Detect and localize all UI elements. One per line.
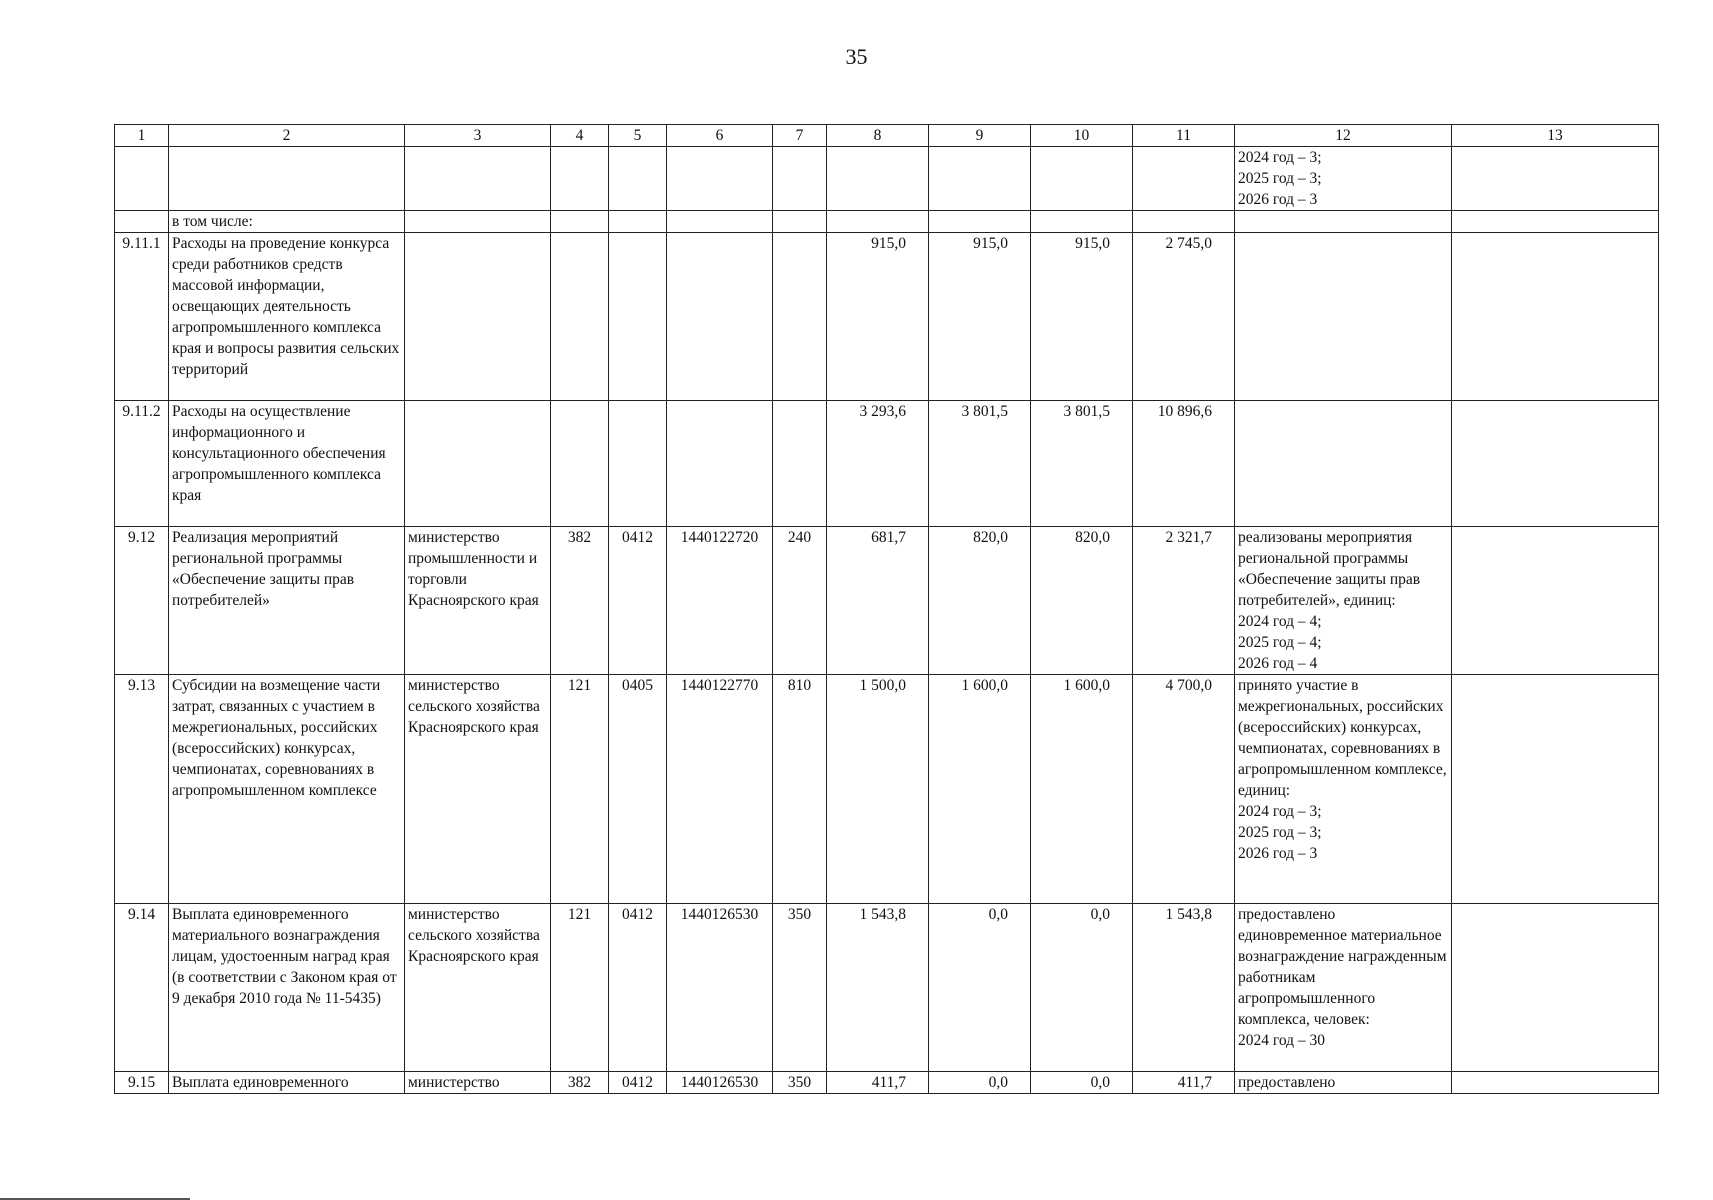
table-cell: 4 700,0 bbox=[1133, 675, 1235, 904]
table-cell: Выплата единовременного bbox=[169, 1072, 405, 1094]
table-cell: 2024 год – 3; 2025 год – 3; 2026 год – 3 bbox=[1235, 147, 1452, 211]
table-cell: 411,7 bbox=[1133, 1072, 1235, 1094]
table-cell bbox=[609, 211, 667, 233]
header-cell: 8 bbox=[827, 125, 929, 147]
table-row bbox=[115, 211, 1659, 233]
table-cell: 1 600,0 bbox=[929, 675, 1031, 904]
table-cell: 1 600,0 bbox=[1031, 675, 1133, 904]
table-cell bbox=[1031, 147, 1133, 211]
table-cell bbox=[773, 147, 827, 211]
table-cell: 3 293,6 bbox=[827, 401, 929, 527]
table-cell: Субсидии на возмещение части затрат, связанных с участием в межрегиональных, российских (всероссийских) конкурсах, чемпионатах, соревнованиях в агропромышленном комплексе bbox=[169, 675, 405, 904]
table-cell bbox=[1452, 675, 1659, 904]
table-cell bbox=[667, 211, 773, 233]
table-cell: 0,0 bbox=[929, 1072, 1031, 1094]
table-cell bbox=[1452, 147, 1659, 211]
header-cell: 1 bbox=[115, 125, 169, 147]
table-cell bbox=[551, 233, 609, 401]
header-cell: 11 bbox=[1133, 125, 1235, 147]
table-cell bbox=[667, 147, 773, 211]
header-row bbox=[115, 125, 1659, 147]
table-cell: 121 bbox=[551, 675, 609, 904]
table-cell bbox=[1031, 211, 1133, 233]
table-cell: 1440126530 bbox=[667, 904, 773, 1072]
table-cell: 9.12 bbox=[115, 527, 169, 675]
table-cell bbox=[667, 401, 773, 527]
table-cell: реализованы мероприятия региональной программы «Обеспечение защиты прав потребителей», единиц: 2024 год – 4; 2025 год – 4; 2026 год – 4 bbox=[1235, 527, 1452, 675]
table-cell bbox=[405, 401, 551, 527]
table-cell: 0412 bbox=[609, 904, 667, 1072]
table-cell bbox=[1133, 147, 1235, 211]
table-cell: в том числе: bbox=[169, 211, 405, 233]
table-cell: Реализация мероприятий региональной программы «Обеспечение защиты прав потребителей» bbox=[169, 527, 405, 675]
header-cell: 12 bbox=[1235, 125, 1452, 147]
table-cell: министерство промышленности и торговли Красноярского края bbox=[405, 527, 551, 675]
table-cell bbox=[169, 147, 405, 211]
table-cell bbox=[1452, 401, 1659, 527]
table-cell: 121 bbox=[551, 904, 609, 1072]
table-cell: 411,7 bbox=[827, 1072, 929, 1094]
table-cell bbox=[115, 147, 169, 211]
table-cell: принято участие в межрегиональных, российских (всероссийских) конкурсах, чемпионатах, соревнованиях в агропромышленном комплексе, единиц: 2024 год – 3; 2025 год – 3; 2026 год – 3 bbox=[1235, 675, 1452, 904]
table-cell: 10 896,6 bbox=[1133, 401, 1235, 527]
header-cell: 2 bbox=[169, 125, 405, 147]
table-cell bbox=[609, 401, 667, 527]
table-cell bbox=[1235, 211, 1452, 233]
table-cell: Расходы на осуществление информационного и консультационного обеспечения агропромышленного комплекса края bbox=[169, 401, 405, 527]
table-cell: 0,0 bbox=[1031, 1072, 1133, 1094]
table-row bbox=[115, 527, 1659, 675]
table-row bbox=[115, 233, 1659, 401]
table-cell bbox=[405, 233, 551, 401]
table-cell: предоставлено bbox=[1235, 1072, 1452, 1094]
table-cell: 1 500,0 bbox=[827, 675, 929, 904]
table-cell: 9.14 bbox=[115, 904, 169, 1072]
table-row bbox=[115, 904, 1659, 1072]
header-cell: 10 bbox=[1031, 125, 1133, 147]
table-cell: 1440122770 bbox=[667, 675, 773, 904]
table-cell bbox=[609, 147, 667, 211]
table-cell: 810 bbox=[773, 675, 827, 904]
table-cell: 350 bbox=[773, 1072, 827, 1094]
table-cell bbox=[551, 401, 609, 527]
table-cell: 9.13 bbox=[115, 675, 169, 904]
table-cell bbox=[115, 211, 169, 233]
table-cell bbox=[773, 211, 827, 233]
table-cell: Расходы на проведение конкурса среди работников средств массовой информации, освещающих деятельность агропромышленного комплекса края и вопросы развития сельских территорий bbox=[169, 233, 405, 401]
table-cell: 0412 bbox=[609, 527, 667, 675]
table-cell bbox=[405, 211, 551, 233]
table-cell: 1 543,8 bbox=[827, 904, 929, 1072]
table-cell bbox=[929, 147, 1031, 211]
table-cell: 0,0 bbox=[929, 904, 1031, 1072]
table-cell: 915,0 bbox=[929, 233, 1031, 401]
table-cell bbox=[1235, 233, 1452, 401]
table-cell: министерство bbox=[405, 1072, 551, 1094]
table-cell: 9.15 bbox=[115, 1072, 169, 1094]
program-table bbox=[114, 124, 1659, 1094]
table-cell bbox=[1452, 233, 1659, 401]
table-cell: 820,0 bbox=[929, 527, 1031, 675]
table-cell bbox=[1235, 401, 1452, 527]
table-cell: 2 745,0 bbox=[1133, 233, 1235, 401]
table-cell bbox=[1133, 211, 1235, 233]
table-cell: 1440126530 bbox=[667, 1072, 773, 1094]
table-cell bbox=[929, 211, 1031, 233]
table-cell bbox=[1452, 1072, 1659, 1094]
table-cell: министерство сельского хозяйства Красноярского края bbox=[405, 904, 551, 1072]
header-cell: 6 bbox=[667, 125, 773, 147]
table-cell: 0,0 bbox=[1031, 904, 1133, 1072]
table-cell: предоставлено единовременное материальное вознаграждение награжденным работникам агропромышленного комплекса, человек: 2024 год – 30 bbox=[1235, 904, 1452, 1072]
table-cell bbox=[827, 211, 929, 233]
table-cell: 915,0 bbox=[827, 233, 929, 401]
table-cell: 820,0 bbox=[1031, 527, 1133, 675]
table-cell bbox=[827, 147, 929, 211]
table-cell: 0412 bbox=[609, 1072, 667, 1094]
table-cell: 9.11.2 bbox=[115, 401, 169, 527]
table-cell: 2 321,7 bbox=[1133, 527, 1235, 675]
table-row bbox=[115, 401, 1659, 527]
table-cell: 3 801,5 bbox=[1031, 401, 1133, 527]
header-cell: 7 bbox=[773, 125, 827, 147]
table-cell: 915,0 bbox=[1031, 233, 1133, 401]
header-cell: 4 bbox=[551, 125, 609, 147]
header-cell: 5 bbox=[609, 125, 667, 147]
table-cell: 681,7 bbox=[827, 527, 929, 675]
header-cell: 13 bbox=[1452, 125, 1659, 147]
table-cell bbox=[667, 233, 773, 401]
table-cell bbox=[1452, 211, 1659, 233]
header-cell: 3 bbox=[405, 125, 551, 147]
table-cell bbox=[405, 147, 551, 211]
table-cell: Выплата единовременного материального вознаграждения лицам, удостоенным наград края (в соответствии с Законом края от 9 декабря 2010 года № 11-5435) bbox=[169, 904, 405, 1072]
table-cell bbox=[551, 147, 609, 211]
table-cell: 1440122720 bbox=[667, 527, 773, 675]
table-cell: 350 bbox=[773, 904, 827, 1072]
table-cell: 3 801,5 bbox=[929, 401, 1031, 527]
table-cell bbox=[1452, 527, 1659, 675]
table-row bbox=[115, 1072, 1659, 1094]
table-cell bbox=[773, 401, 827, 527]
table-cell: 382 bbox=[551, 527, 609, 675]
table-cell: министерство сельского хозяйства Красноярского края bbox=[405, 675, 551, 904]
table-cell bbox=[773, 233, 827, 401]
table-cell: 382 bbox=[551, 1072, 609, 1094]
header-cell: 9 bbox=[929, 125, 1031, 147]
table-cell: 240 bbox=[773, 527, 827, 675]
page-number: 35 bbox=[845, 44, 868, 69]
table-cell bbox=[1452, 904, 1659, 1072]
table-cell bbox=[551, 211, 609, 233]
table-cell bbox=[609, 233, 667, 401]
table-row bbox=[115, 147, 1659, 211]
table-cell: 9.11.1 bbox=[115, 233, 169, 401]
table-cell: 0405 bbox=[609, 675, 667, 904]
table-row bbox=[115, 675, 1659, 904]
table-cell: 1 543,8 bbox=[1133, 904, 1235, 1072]
